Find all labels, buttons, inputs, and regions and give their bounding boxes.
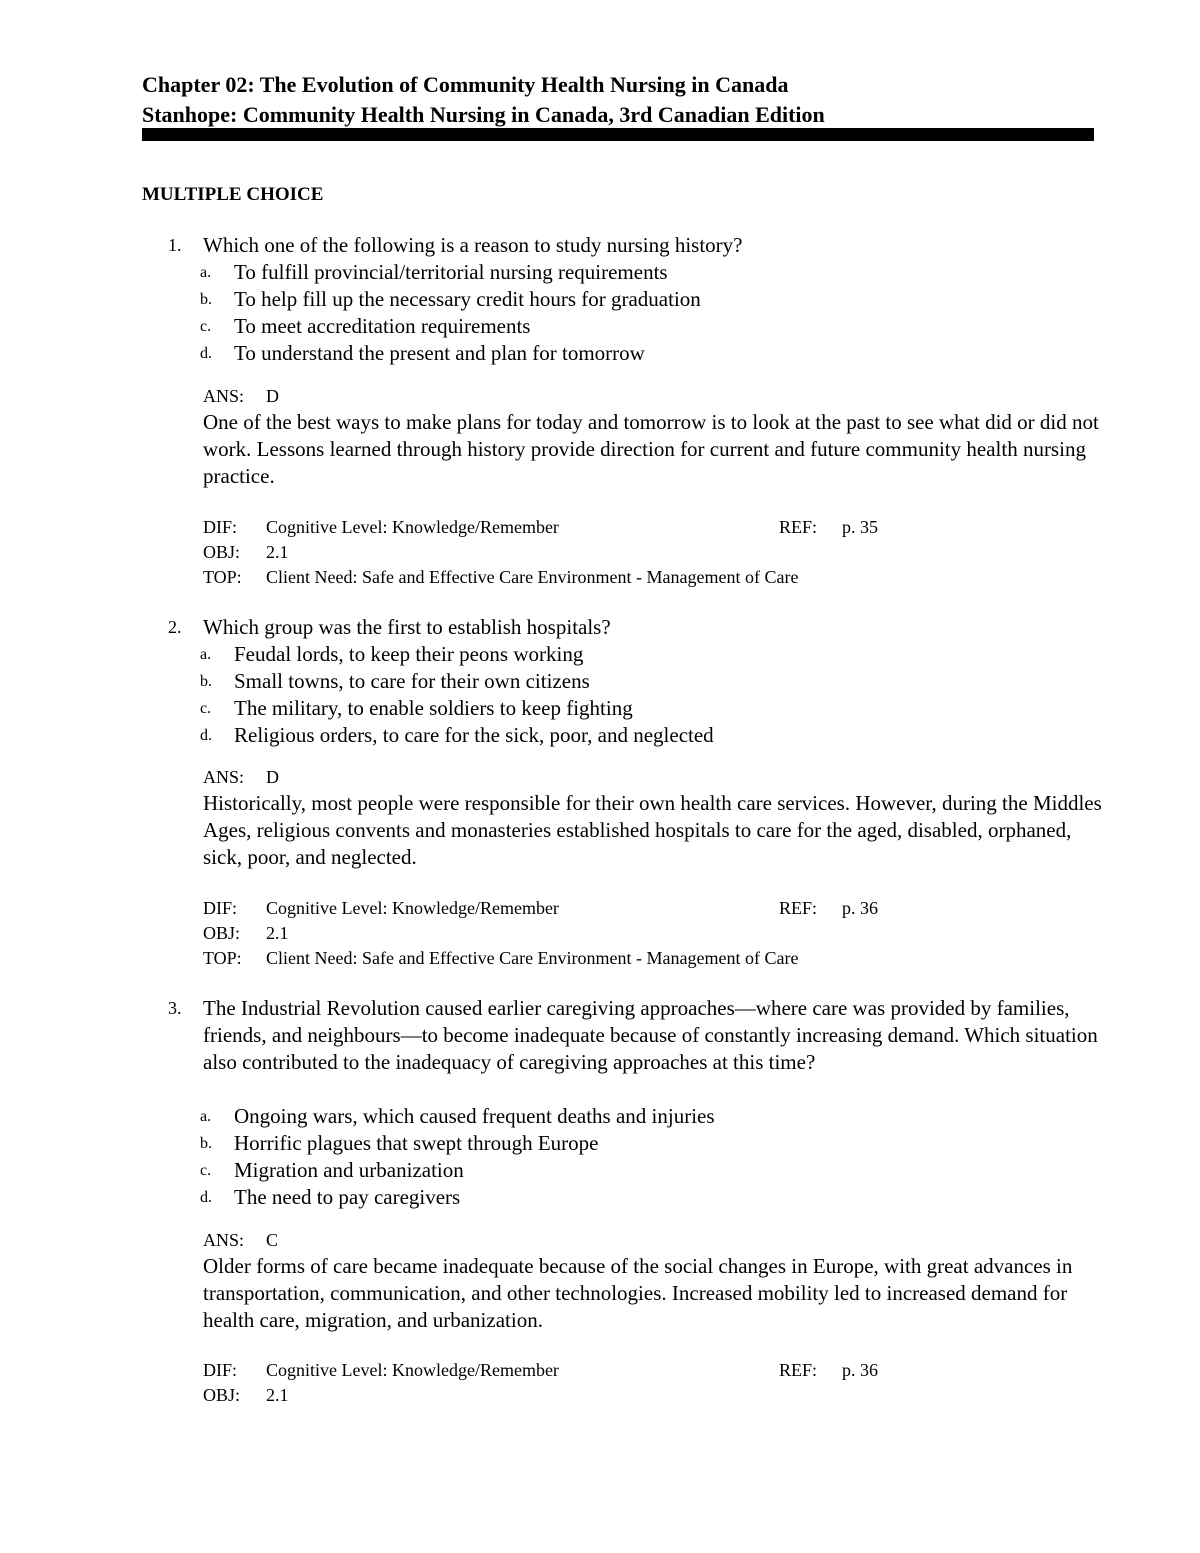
option-b: [0, 1130, 1200, 1157]
answer-label: ANS:: [203, 1230, 245, 1250]
top-line: [0, 946, 1200, 971]
option-d: [0, 1184, 1200, 1211]
ref-label: REF:: [779, 517, 818, 537]
option-letter: a.: [200, 264, 212, 281]
option-a: [0, 1103, 1200, 1130]
ref-value: p. 35: [842, 517, 878, 537]
dif-value: Cognitive Level: Knowledge/Remember: [266, 1360, 559, 1380]
option-letter: d.: [200, 345, 212, 362]
obj-line: [0, 921, 1200, 946]
option-text: Horrific plagues that swept through Europe: [234, 1131, 599, 1155]
option-c: [0, 313, 1200, 340]
answer-value: D: [266, 767, 279, 787]
rationale: Historically, most people were responsible for their own health care services. However, during the Middles Ages, religious convents and monasteries established hospitals to care for the aged, disabled, orphaned, sick, poor, and neglected.: [203, 791, 1102, 869]
option-letter: c.: [200, 318, 212, 335]
option-c: [0, 695, 1200, 722]
top-line: [0, 565, 1200, 590]
ref-value: p. 36: [842, 898, 878, 918]
answer-line: [203, 1228, 279, 1252]
answer-line: [203, 384, 279, 408]
obj-line: [0, 1383, 1200, 1408]
question-stem: The Industrial Revolution caused earlier caregiving approaches—where care was provided by families, friends, and neighbours—to become inadequate because of constantly increasing demand. Which situation also contributed to the inadequacy of caregiving approaches at this time?: [203, 996, 1098, 1074]
question-stem: Which group was the first to establish hospitals?: [203, 615, 611, 639]
option-letter: d.: [200, 727, 212, 744]
answer-value: D: [266, 386, 279, 406]
obj-label: OBJ:: [203, 923, 241, 943]
option-text: To help fill up the necessary credit hours for graduation: [234, 287, 701, 311]
obj-line: [0, 540, 1200, 565]
option-text: To fulfill provincial/territorial nursing requirements: [234, 260, 668, 284]
option-a: [0, 259, 1200, 286]
dif-label: DIF:: [203, 1360, 238, 1380]
answer-label: ANS:: [203, 386, 245, 406]
option-d: [0, 340, 1200, 367]
top-value: Client Need: Safe and Effective Care Environment - Management of Care: [266, 567, 799, 587]
option-text: Religious orders, to care for the sick, poor, and neglected: [234, 723, 714, 747]
chapter-title: Chapter 02: The Evolution of Community Health Nursing in Canada: [142, 72, 789, 97]
option-letter: b.: [200, 1135, 212, 1152]
obj-label: OBJ:: [203, 1385, 241, 1405]
dif-label: DIF:: [203, 517, 238, 537]
option-text: To meet accreditation requirements: [234, 314, 531, 338]
dif-label: DIF:: [203, 898, 238, 918]
answer-value: C: [266, 1230, 279, 1250]
rationale: Older forms of care became inadequate because of the social changes in Europe, with great advances in transportation, communication, and other technologies. Increased mobility led to increased demand for health care, migration, and urbanization.: [203, 1254, 1073, 1332]
obj-value: 2.1: [266, 542, 289, 562]
option-text: To understand the present and plan for tomorrow: [234, 341, 645, 365]
dif-value: Cognitive Level: Knowledge/Remember: [266, 517, 559, 537]
option-letter: c.: [200, 700, 212, 717]
option-b: [0, 668, 1200, 695]
option-letter: c.: [200, 1162, 212, 1179]
top-label: TOP:: [203, 567, 242, 587]
section-heading: MULTIPLE CHOICE: [142, 184, 324, 205]
header-rule: [142, 128, 1094, 141]
option-letter: a.: [200, 646, 212, 663]
option-c: [0, 1157, 1200, 1184]
option-letter: b.: [200, 291, 212, 308]
option-a: [0, 641, 1200, 668]
top-value: Client Need: Safe and Effective Care Environment - Management of Care: [266, 948, 799, 968]
dif-ref-line: [0, 515, 1200, 540]
option-letter: d.: [200, 1189, 212, 1206]
obj-value: 2.1: [266, 1385, 289, 1405]
dif-ref-line: [0, 1358, 1200, 1383]
option-text: Feudal lords, to keep their peons working: [234, 642, 584, 666]
option-b: [0, 286, 1200, 313]
option-text: Ongoing wars, which caused frequent deaths and injuries: [234, 1104, 715, 1128]
option-text: Small towns, to care for their own citizens: [234, 669, 590, 693]
question-stem: Which one of the following is a reason to study nursing history?: [203, 233, 743, 257]
answer-label: ANS:: [203, 767, 245, 787]
question-number: 2.: [168, 617, 182, 637]
option-text: The need to pay caregivers: [234, 1185, 461, 1209]
answer-line: [203, 765, 279, 789]
obj-value: 2.1: [266, 923, 289, 943]
dif-ref-line: [0, 896, 1200, 921]
option-letter: a.: [200, 1108, 212, 1125]
option-d: [0, 722, 1200, 749]
option-text: Migration and urbanization: [234, 1158, 464, 1182]
question-number: 1.: [168, 235, 182, 255]
option-letter: b.: [200, 673, 212, 690]
dif-value: Cognitive Level: Knowledge/Remember: [266, 898, 559, 918]
top-label: TOP:: [203, 948, 242, 968]
ref-label: REF:: [779, 898, 818, 918]
obj-label: OBJ:: [203, 542, 241, 562]
option-text: The military, to enable soldiers to keep fighting: [234, 696, 633, 720]
ref-label: REF:: [779, 1360, 818, 1380]
rationale: One of the best ways to make plans for today and tomorrow is to look at the past to see what did or did not work. Lessons learned through history provide direction for current and future community health nursing practice.: [203, 410, 1099, 488]
question-number: 3.: [168, 998, 182, 1018]
book-subtitle: Stanhope: Community Health Nursing in Canada, 3rd Canadian Edition: [142, 102, 825, 127]
ref-value: p. 36: [842, 1360, 878, 1380]
